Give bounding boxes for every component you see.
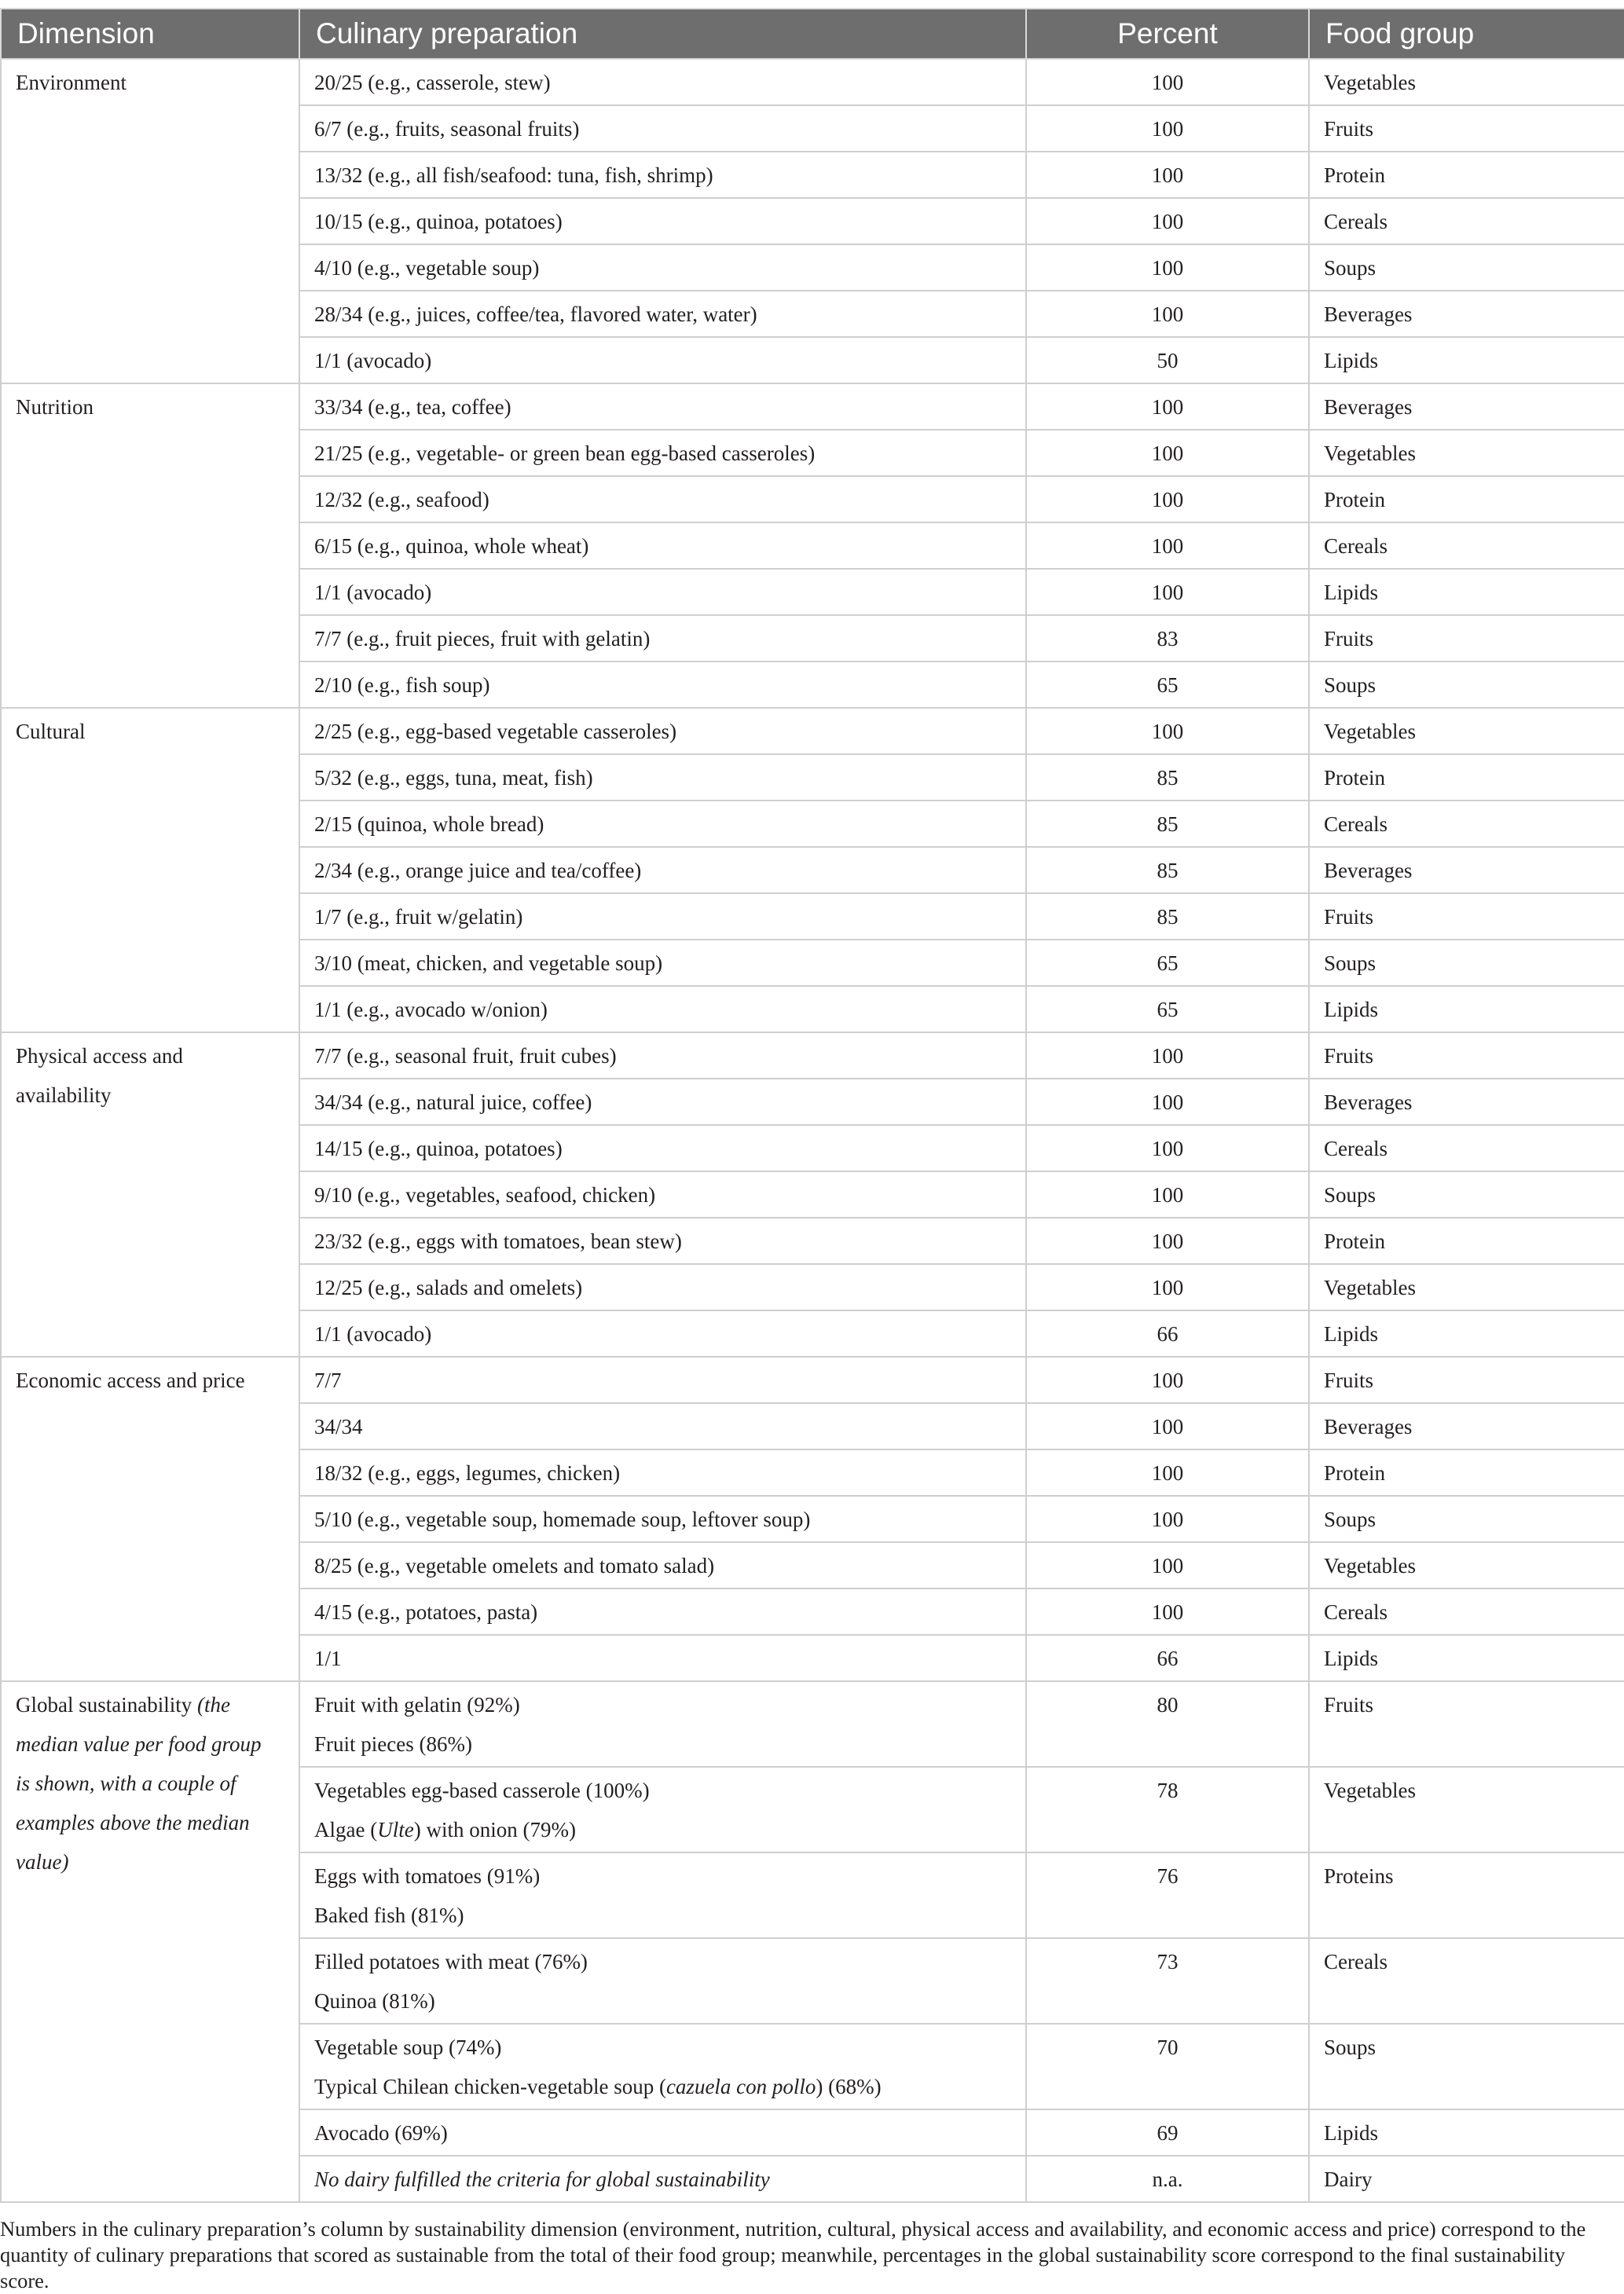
percent-cell: 100 (1026, 105, 1309, 152)
percent-cell: 100 (1026, 1264, 1309, 1310)
food-group-cell: Protein (1309, 1218, 1624, 1264)
percent-cell: 100 (1026, 708, 1309, 754)
percent-cell: 100 (1026, 152, 1309, 198)
header-percent: Percent (1026, 9, 1309, 59)
percent-cell: 100 (1026, 59, 1309, 105)
dimension-label: Physical access and (16, 1044, 183, 1068)
percent-cell: 100 (1026, 1449, 1309, 1496)
dimension-label-italic: is shown, with a couple of (16, 1772, 236, 1795)
sustainability-table (0, 8, 1624, 2203)
food-group-cell: Fruits (1309, 105, 1624, 152)
food-group-cell: Vegetables (1309, 708, 1624, 754)
food-group-cell: Beverages (1309, 291, 1624, 337)
percent-cell: 85 (1026, 754, 1309, 801)
percent-cell: 80 (1026, 1681, 1309, 1767)
dimension-label-italic: examples above the median (16, 1811, 250, 1834)
preparation-line (314, 1810, 1025, 1849)
culinary-preparation-cell: 9/10 (e.g., vegetables, seafood, chicken) (299, 1171, 1026, 1218)
culinary-preparation-cell: 5/10 (e.g., vegetable soup, homemade soup, leftover soup) (299, 1496, 1026, 1542)
percent-cell: 100 (1026, 383, 1309, 430)
culinary-preparation-cell: 12/32 (e.g., seafood) (299, 476, 1026, 522)
percent-cell: 65 (1026, 940, 1309, 986)
culinary-preparation-cell: 2/15 (quinoa, whole bread) (299, 801, 1026, 847)
percent-cell: 100 (1026, 291, 1309, 337)
food-group-cell: Cereals (1309, 522, 1624, 569)
preparation-line (314, 1942, 1025, 1981)
culinary-preparation-cell (299, 2156, 1026, 2202)
table-body (1, 59, 1624, 2202)
preparation-text: Baked fish (81%) (314, 1904, 464, 1927)
culinary-preparation-cell: 28/34 (e.g., juices, coffee/tea, flavored water, water) (299, 291, 1026, 337)
dimension-cell (1, 1357, 299, 1681)
culinary-preparation-cell: 4/15 (e.g., potatoes, pasta) (299, 1589, 1026, 1635)
culinary-preparation-cell: 5/32 (e.g., eggs, tuna, meat, fish) (299, 754, 1026, 801)
culinary-preparation-cell (299, 1767, 1026, 1852)
preparation-line (314, 1771, 1025, 1810)
preparation-text: Typical Chilean chicken-vegetable soup ( (314, 2075, 666, 2098)
dimension-label: Environment (16, 71, 126, 94)
percent-cell: 100 (1026, 522, 1309, 569)
culinary-preparation-cell: 18/32 (e.g., eggs, legumes, chicken) (299, 1449, 1026, 1496)
preparation-text: Fruit with gelatin (92%) (314, 1693, 520, 1717)
dimension-label-italic: (the (196, 1693, 230, 1717)
percent-cell: 100 (1026, 1218, 1309, 1264)
food-group-cell: Fruits (1309, 1032, 1624, 1079)
food-group-cell: Beverages (1309, 847, 1624, 893)
culinary-preparation-cell: 20/25 (e.g., casserole, stew) (299, 59, 1026, 105)
percent-cell: 100 (1026, 198, 1309, 244)
dimension-label-line (16, 1685, 299, 1724)
table-footnote: Numbers in the culinary preparation’s column by sustainability dimension (environment, nutrition, cultural, physical access and availability, and economic access and price) correspond to the quantity of culinary preparations that scored as sustainable from the total of their food group; meanwhile, percentages in the global sustainability score correspond to the final sustainability score. (0, 2217, 1586, 2292)
culinary-preparation-cell: 33/34 (e.g., tea, coffee) (299, 383, 1026, 430)
dimension-label-plain: Global sustainability (16, 1693, 197, 1717)
percent-cell: 85 (1026, 893, 1309, 940)
preparation-text-italic: No dairy fulfilled the criteria for global sustainability (314, 2168, 770, 2191)
percent-cell: 85 (1026, 801, 1309, 847)
percent-cell: 50 (1026, 337, 1309, 383)
percent-cell: n.a. (1026, 2156, 1309, 2202)
food-group-cell: Vegetables (1309, 1542, 1624, 1589)
preparation-line (314, 2028, 1025, 2067)
culinary-preparation-cell (299, 1681, 1026, 1767)
table-row (1, 1681, 1624, 1767)
dimension-label-italic: value) (16, 1850, 69, 1874)
percent-cell: 66 (1026, 1635, 1309, 1681)
table-row (1, 1357, 1624, 1403)
culinary-preparation-cell: 6/7 (e.g., fruits, seasonal fruits) (299, 105, 1026, 152)
dimension-label: Cultural (16, 720, 86, 743)
preparation-line (314, 1981, 1025, 2021)
percent-cell: 100 (1026, 430, 1309, 476)
table-row (1, 383, 1624, 430)
dimension-cell (1, 383, 299, 708)
header-culinary-preparation: Culinary preparation (299, 9, 1026, 59)
food-group-cell: Beverages (1309, 383, 1624, 430)
header-dimension: Dimension (1, 9, 299, 59)
food-group-cell: Fruits (1309, 1681, 1624, 1767)
culinary-preparation-cell: 3/10 (meat, chicken, and vegetable soup) (299, 940, 1026, 986)
food-group-cell: Fruits (1309, 893, 1624, 940)
dimension-cell (1, 1032, 299, 1357)
food-group-cell: Lipids (1309, 569, 1624, 615)
preparation-line (314, 2113, 1025, 2153)
dimension-cell (1, 708, 299, 1032)
header-food-group: Food group (1309, 9, 1624, 59)
preparation-line (314, 2160, 1025, 2199)
food-group-cell: Fruits (1309, 1357, 1624, 1403)
food-group-cell: Beverages (1309, 1403, 1624, 1449)
dimension-label-line (16, 1842, 299, 1882)
preparation-text: Algae ( (314, 1818, 378, 1841)
preparation-text: Avocado (69%) (314, 2121, 448, 2145)
culinary-preparation-cell: 34/34 (e.g., natural juice, coffee) (299, 1079, 1026, 1125)
culinary-preparation-cell: 12/25 (e.g., salads and omelets) (299, 1264, 1026, 1310)
preparation-text: Filled potatoes with meat (76%) (314, 1950, 588, 1973)
percent-cell: 100 (1026, 1403, 1309, 1449)
culinary-preparation-cell: 34/34 (299, 1403, 1026, 1449)
food-group-cell: Vegetables (1309, 59, 1624, 105)
culinary-preparation-cell: 2/10 (e.g., fish soup) (299, 661, 1026, 708)
percent-cell: 100 (1026, 1496, 1309, 1542)
culinary-preparation-cell (299, 1852, 1026, 1938)
dimension-label-line (16, 1724, 299, 1764)
culinary-preparation-cell: 2/25 (e.g., egg-based vegetable casseroles) (299, 708, 1026, 754)
food-group-cell: Vegetables (1309, 430, 1624, 476)
dimension-label: Nutrition (16, 395, 93, 419)
table-row (1, 708, 1624, 754)
culinary-preparation-cell: 14/15 (e.g., quinoa, potatoes) (299, 1125, 1026, 1171)
dimension-label-line (16, 1764, 299, 1803)
food-group-cell: Dairy (1309, 2156, 1624, 2202)
food-group-cell: Protein (1309, 476, 1624, 522)
culinary-preparation-cell: 1/1 (avocado) (299, 337, 1026, 383)
header-row (1, 9, 1624, 59)
food-group-cell: Lipids (1309, 986, 1624, 1032)
food-group-cell: Vegetables (1309, 1264, 1624, 1310)
percent-cell: 76 (1026, 1852, 1309, 1938)
preparation-line (314, 1856, 1025, 1896)
food-group-cell: Cereals (1309, 801, 1624, 847)
preparation-text-italic: cazuela con pollo (665, 2075, 816, 2098)
percent-cell: 85 (1026, 847, 1309, 893)
food-group-cell: Soups (1309, 1171, 1624, 1218)
percent-cell: 100 (1026, 1125, 1309, 1171)
culinary-preparation-cell: 10/15 (e.g., quinoa, potatoes) (299, 198, 1026, 244)
percent-cell: 100 (1026, 1542, 1309, 1589)
food-group-cell: Protein (1309, 152, 1624, 198)
culinary-preparation-cell: 21/25 (e.g., vegetable- or green bean egg-based casseroles) (299, 430, 1026, 476)
culinary-preparation-cell: 1/1 (avocado) (299, 569, 1026, 615)
table-row (1, 1032, 1624, 1079)
percent-cell: 100 (1026, 1589, 1309, 1635)
food-group-cell: Lipids (1309, 2109, 1624, 2156)
percent-cell: 100 (1026, 1171, 1309, 1218)
culinary-preparation-cell: 7/7 (e.g., fruit pieces, fruit with gelatin) (299, 615, 1026, 661)
culinary-preparation-cell (299, 1938, 1026, 2024)
preparation-line (314, 1685, 1025, 1724)
food-group-cell: Protein (1309, 754, 1624, 801)
table-row (1, 59, 1624, 105)
dimension-label-line (16, 1803, 299, 1842)
percent-cell: 100 (1026, 244, 1309, 291)
percent-cell: 83 (1026, 615, 1309, 661)
preparation-line (314, 1724, 1025, 1764)
percent-cell: 78 (1026, 1767, 1309, 1852)
percent-cell: 100 (1026, 476, 1309, 522)
percent-cell: 73 (1026, 1938, 1309, 2024)
preparation-line (314, 2067, 1025, 2106)
culinary-preparation-cell: 1/1 (299, 1635, 1026, 1681)
culinary-preparation-cell: 8/25 (e.g., vegetable omelets and tomato salad) (299, 1542, 1026, 1589)
culinary-preparation-cell: 6/15 (e.g., quinoa, whole wheat) (299, 522, 1026, 569)
culinary-preparation-cell: 23/32 (e.g., eggs with tomatoes, bean stew) (299, 1218, 1026, 1264)
food-group-cell: Lipids (1309, 1310, 1624, 1357)
culinary-preparation-cell (299, 2109, 1026, 2156)
food-group-cell: Lipids (1309, 337, 1624, 383)
culinary-preparation-cell: 1/7 (e.g., fruit w/gelatin) (299, 893, 1026, 940)
preparation-text: Vegetables egg-based casserole (100%) (314, 1779, 650, 1802)
food-group-cell: Cereals (1309, 1125, 1624, 1171)
food-group-cell: Soups (1309, 244, 1624, 291)
percent-cell: 69 (1026, 2109, 1309, 2156)
food-group-cell: Soups (1309, 940, 1624, 986)
food-group-cell: Beverages (1309, 1079, 1624, 1125)
dimension-cell (1, 59, 299, 383)
percent-cell: 100 (1026, 569, 1309, 615)
preparation-text: Quinoa (81%) (314, 1989, 435, 2013)
food-group-cell: Lipids (1309, 1635, 1624, 1681)
food-group-cell: Soups (1309, 2024, 1624, 2109)
preparation-text: ) (68%) (816, 2075, 882, 2098)
culinary-preparation-cell: 2/34 (e.g., orange juice and tea/coffee) (299, 847, 1026, 893)
dimension-label-italic: median value per food group (16, 1732, 262, 1756)
food-group-cell: Protein (1309, 1449, 1624, 1496)
dimension-label: Economic access and price (16, 1369, 245, 1392)
percent-cell: 100 (1026, 1357, 1309, 1403)
percent-cell: 66 (1026, 1310, 1309, 1357)
dimension-label: availability (16, 1083, 112, 1107)
food-group-cell: Soups (1309, 661, 1624, 708)
culinary-preparation-cell: 4/10 (e.g., vegetable soup) (299, 244, 1026, 291)
culinary-preparation-cell: 7/7 (299, 1357, 1026, 1403)
culinary-preparation-cell (299, 2024, 1026, 2109)
percent-cell: 70 (1026, 2024, 1309, 2109)
food-group-cell: Soups (1309, 1496, 1624, 1542)
food-group-cell: Proteins (1309, 1852, 1624, 1938)
food-group-cell: Fruits (1309, 615, 1624, 661)
percent-cell: 65 (1026, 986, 1309, 1032)
culinary-preparation-cell: 7/7 (e.g., seasonal fruit, fruit cubes) (299, 1032, 1026, 1079)
preparation-line (314, 1896, 1025, 1935)
dimension-cell-global (1, 1681, 299, 2202)
preparation-text: ) with onion (79%) (413, 1818, 576, 1841)
percent-cell: 65 (1026, 661, 1309, 708)
food-group-cell: Cereals (1309, 198, 1624, 244)
culinary-preparation-cell: 13/32 (e.g., all fish/seafood: tuna, fish, shrimp) (299, 152, 1026, 198)
food-group-cell: Vegetables (1309, 1767, 1624, 1852)
preparation-text-italic: Ulte (377, 1818, 414, 1841)
percent-cell: 100 (1026, 1032, 1309, 1079)
preparation-text: Vegetable soup (74%) (314, 2036, 502, 2059)
culinary-preparation-cell: 1/1 (e.g., avocado w/onion) (299, 986, 1026, 1032)
preparation-text: Eggs with tomatoes (91%) (314, 1864, 541, 1888)
preparation-text: Fruit pieces (86%) (314, 1732, 472, 1756)
culinary-preparation-cell: 1/1 (avocado) (299, 1310, 1026, 1357)
percent-cell: 100 (1026, 1079, 1309, 1125)
food-group-cell: Cereals (1309, 1938, 1624, 2024)
food-group-cell: Cereals (1309, 1589, 1624, 1635)
